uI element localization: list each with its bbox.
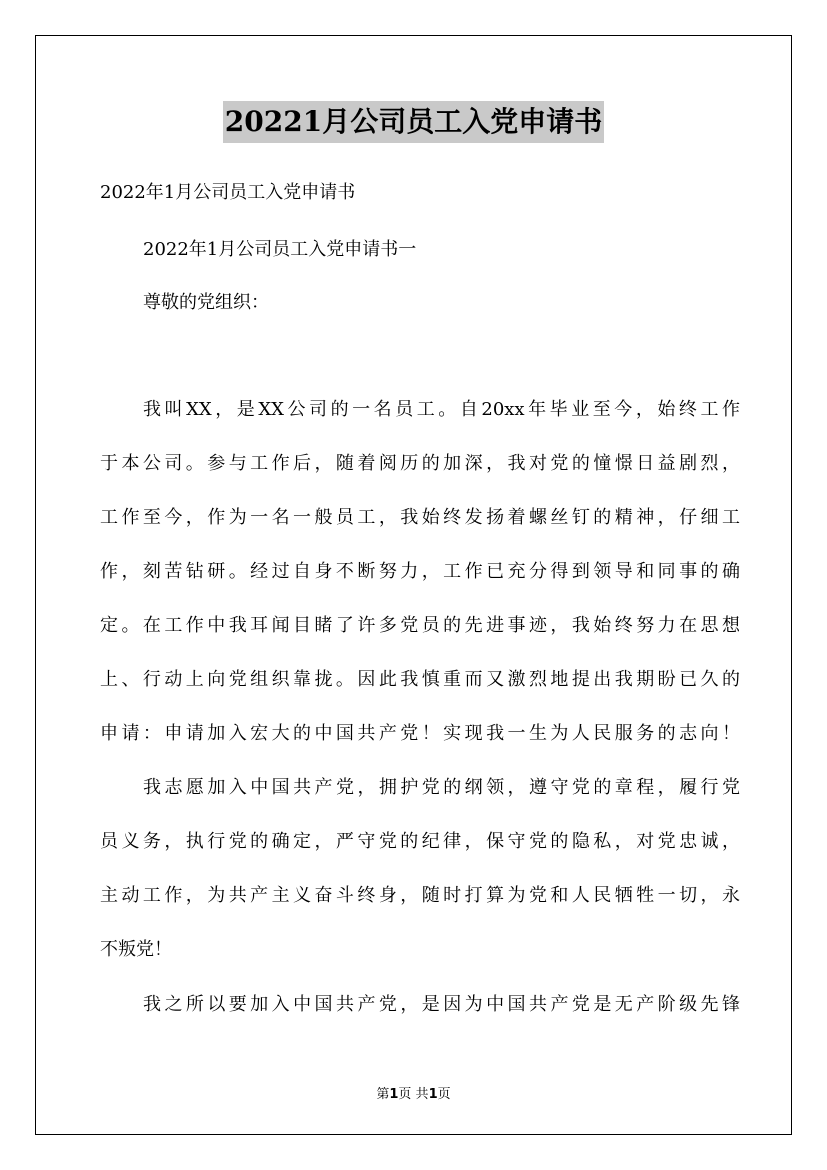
paragraph-line: 我志愿加入中国共产党，拥护党的纲领，遵守党的章程，履行党 [143,777,740,798]
page-footer [0,1083,827,1102]
paragraph-line: 作，刻苦钻研。经过自身不断努力，工作已充分得到领导和同事的确 [100,561,740,582]
page-mid: 页 共 [398,1087,429,1102]
salutation: 尊敬的党组织： [143,292,269,313]
paragraph-line: 定。在工作中我耳闻目睹了许多党员的先进事迹，我始终努力在思想 [100,615,740,636]
paragraph-line: 我叫XX，是XX公司的一名员工。自20xx年毕业至今，始终工作 [143,399,740,420]
paragraph-line: 员义务，执行党的确定，严守党的纪律，保守党的隐私，对党忠诚， [100,831,740,852]
paragraph-line: 工作至今，作为一名一般员工，我始终发扬着螺丝钉的精神，仔细工 [100,507,740,528]
paragraph-line: 我之所以要加入中国共产党，是因为中国共产党是无产阶级先锋 [143,994,740,1015]
paragraph-line: 上、行动上向党组织靠拢。因此我慎重而又激烈地提出我期盼已久的 [100,669,740,690]
paragraph-line: 不叛党！ [100,939,172,960]
paragraph-line: 主动工作，为共产主义奋斗终身，随时打算为党和人民牺牲一切，永 [100,885,740,906]
paragraph-line: 申请：申请加入宏大的中国共产党！实现我一生为人民服务的志向！ [100,723,740,744]
page-prefix: 第 [376,1087,390,1102]
document-title-text: 20221月公司员工入党申请书 [223,101,604,143]
document-subtitle: 2022年1月公司员工入党申请书 [100,182,356,203]
section-heading: 2022年1月公司员工入党申请书一 [143,239,417,260]
paragraph-line: 于本公司。参与工作后，随着阅历的加深，我对党的憧憬日益剧烈， [100,453,740,474]
page-total: 1 [428,1087,438,1102]
page-suffix: 页 [437,1087,451,1102]
document-title [0,101,827,143]
page-current: 1 [389,1087,399,1102]
